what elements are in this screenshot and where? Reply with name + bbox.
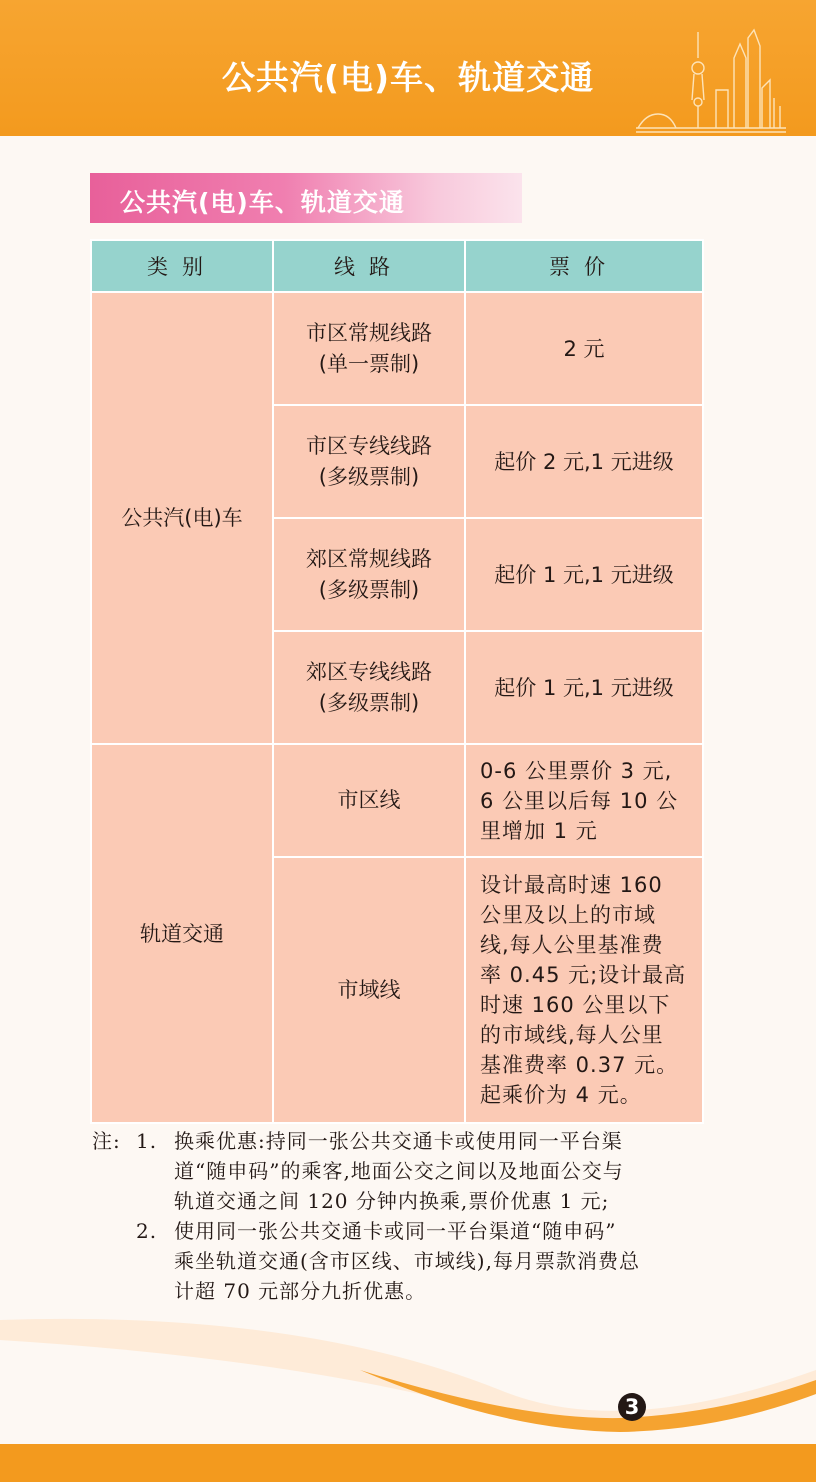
note-number: 2. (136, 1219, 158, 1243)
fare-table (90, 239, 704, 1124)
table-row (91, 292, 703, 405)
line-fare-type: (单一票制) (318, 351, 420, 376)
line-name: 郊区常规线路 (306, 546, 432, 571)
footer-bar (0, 1444, 816, 1482)
section-title: 公共汽(电)车、轨道交通 (120, 188, 405, 217)
line-cell: 市区线 (273, 744, 465, 857)
price-line: 起乘价为 4 元。 (480, 1083, 642, 1107)
price-line: 的市域线,每人公里 (480, 1023, 664, 1047)
price-cell (465, 744, 703, 857)
decorative-wave (0, 1290, 816, 1450)
note-number: 1. (136, 1129, 158, 1153)
category-cell-rail: 轨道交通 (91, 744, 273, 1123)
table-header-row (91, 240, 703, 292)
skyline-illustration (636, 28, 786, 136)
note-line: 轨道交通之间 120 分钟内换乘,票价优惠 1 元; (174, 1189, 610, 1213)
column-header-category: 类别 (91, 240, 273, 292)
price-line: 线,每人公里基准费 (480, 933, 664, 957)
page-header (0, 0, 816, 136)
price-cell (465, 857, 703, 1123)
price-line: 0-6 公里票价 3 元, (480, 758, 673, 783)
category-cell-bus: 公共汽(电)车 (91, 292, 273, 744)
price-cell: 起价 2 元,1 元进级 (465, 405, 703, 518)
note-line: 乘坐轨道交通(含市区线、市域线),每月票款消费总 (174, 1249, 640, 1273)
note-item (92, 1126, 702, 1216)
price-cell: 2 元 (465, 292, 703, 405)
note-text (174, 1126, 702, 1216)
price-line: 率 0.45 元;设计最高 (480, 963, 687, 987)
table-row (91, 744, 703, 857)
price-cell: 起价 1 元,1 元进级 (465, 518, 703, 631)
note-line: 使用同一张公共交通卡或同一平台渠道“随申码” (174, 1219, 617, 1243)
line-name: 市区专线线路 (306, 433, 432, 458)
price-cell: 起价 1 元,1 元进级 (465, 631, 703, 744)
line-fare-type: (多级票制) (318, 690, 420, 715)
price-line: 时速 160 公里以下 (480, 993, 671, 1017)
price-line: 设计最高时速 160 (480, 873, 663, 897)
note-line: 换乘优惠:持同一张公共交通卡或使用同一平台渠 (174, 1129, 623, 1153)
column-header-price: 票价 (465, 240, 703, 292)
line-cell (273, 518, 465, 631)
note-line: 计超 70 元部分九折优惠。 (174, 1279, 427, 1303)
note-item (92, 1216, 702, 1306)
line-cell (273, 292, 465, 405)
line-name: 市区常规线路 (306, 320, 432, 345)
page-number: 3 (618, 1393, 646, 1421)
notes-label: 注: (92, 1129, 121, 1153)
price-line: 6 公里以后每 10 公 (480, 788, 679, 813)
price-line: 基准费率 0.37 元。 (480, 1053, 679, 1077)
notes (92, 1126, 702, 1306)
price-line: 里增加 1 元 (480, 818, 598, 843)
note-text (174, 1216, 702, 1306)
line-fare-type: (多级票制) (318, 464, 420, 489)
line-cell (273, 405, 465, 518)
line-cell (273, 631, 465, 744)
note-line: 道“随申码”的乘客,地面公交之间以及地面公交与 (174, 1159, 624, 1183)
column-header-line: 线路 (273, 240, 465, 292)
line-cell: 市域线 (273, 857, 465, 1123)
line-fare-type: (多级票制) (318, 577, 420, 602)
price-line: 公里及以上的市域 (480, 903, 656, 927)
header-title: 公共汽(电)车、轨道交通 (221, 58, 595, 97)
line-name: 郊区专线线路 (306, 659, 432, 684)
